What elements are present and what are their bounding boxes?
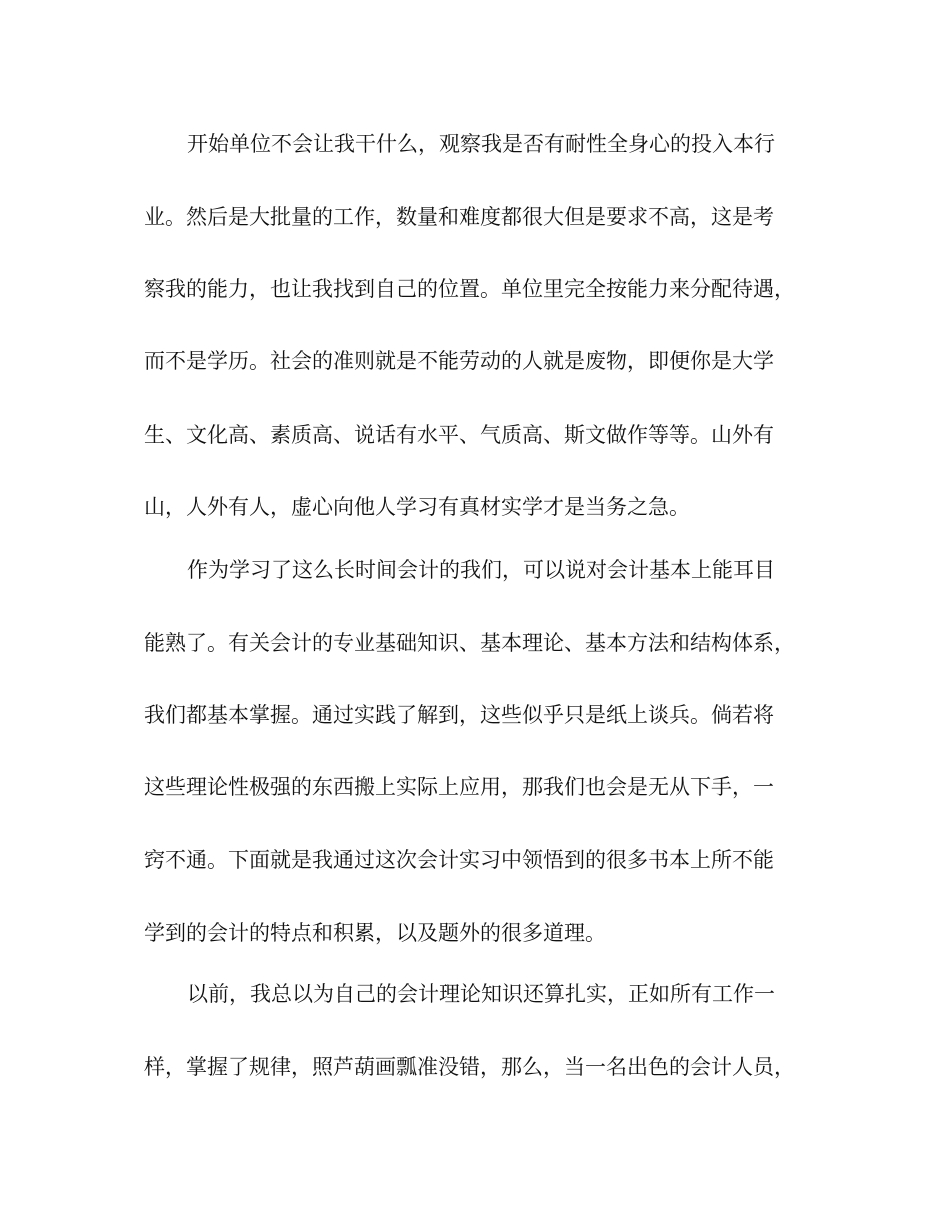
paragraph-1-line-5: 生、文化高、素质高、说话有水平、气质高、斯文做作等等。山外有: [144, 423, 774, 447]
paragraph-2-line-1: 作为学习了这么长时间会计的我们，可以说对会计基本上能耳目: [187, 558, 775, 582]
paragraph-2-line-4: 这些理论性极强的东西搬上实际上应用，那我们也会是无从下手，一: [144, 775, 774, 799]
paragraph-1-line-2: 业。然后是大批量的工作，数量和难度都很大但是要求不高，这是考: [144, 205, 774, 229]
paragraph-1-line-4: 而不是学历。社会的准则就是不能劳动的人就是废物，即便你是大学: [144, 349, 774, 373]
paragraph-1-line-1: 开始单位不会让我干什么，观察我是否有耐性全身心的投入本行: [187, 132, 775, 156]
paragraph-2-line-5: 窍不通。下面就是我通过这次会计实习中领悟到的很多书本上所不能: [144, 848, 774, 872]
paragraph-1-line-3: 察我的能力，也让我找到自己的位置。单位里完全按能力来分配待遇，: [144, 277, 795, 301]
paragraph-1-line-6: 山，人外有人，虚心向他人学习有真材实学才是当务之急。: [144, 495, 690, 519]
paragraph-2-line-3: 我们都基本掌握。通过实践了解到，这些似乎只是纸上谈兵。倘若将: [144, 703, 774, 727]
paragraph-3-line-1: 以前，我总以为自己的会计理论知识还算扎实，正如所有工作一: [187, 982, 775, 1006]
paragraph-2-line-2: 能熟了。有关会计的专业基础知识、基本理论、基本方法和结构体系，: [144, 631, 795, 655]
paragraph-3-line-2: 样，掌握了规律，照芦葫画瓢准没错，那么，当一名出色的会计人员，: [144, 1055, 795, 1079]
paragraph-2-line-6: 学到的会计的特点和积累，以及题外的很多道理。: [144, 921, 606, 945]
